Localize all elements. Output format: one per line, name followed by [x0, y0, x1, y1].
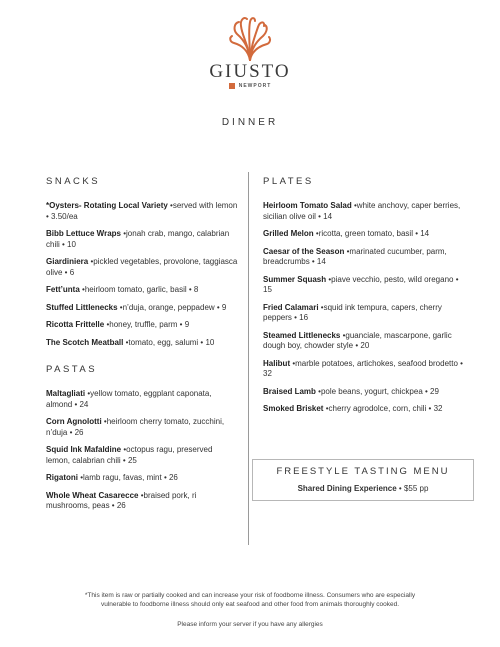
pastas-title: PASTAS — [46, 364, 98, 375]
item-name: Caesar of the Season — [263, 246, 345, 256]
brand-location-row — [0, 83, 500, 89]
item-desc: • piave vecchio, pesto, wild oregano • 15 — [263, 275, 459, 295]
menu-item — [46, 320, 238, 331]
item-desc: • marble potatoes, artichokes, seafood brodetto • 32 — [263, 359, 463, 379]
item-desc: • heirloom tomato, garlic, basil • 8 — [80, 285, 199, 294]
menu-item — [46, 473, 238, 484]
menu-item — [263, 331, 468, 352]
item-desc: • braised pork, ri mushrooms, peas • 26 — [46, 491, 196, 511]
disclaimer-line: *This item is raw or partially cooked and can increase your risk of foodborne illness. Consumers who are especially — [84, 592, 416, 599]
menu-item — [46, 417, 238, 438]
menu-item — [46, 338, 238, 349]
item-name: Corn Agnolotti — [46, 417, 102, 426]
item-desc: • n’duja, orange, peppadew • 9 — [118, 303, 227, 312]
menu-item — [263, 404, 468, 415]
menu-item — [46, 445, 238, 466]
item-desc: • pickled vegetables, provolone, taggiasca olive • 6 — [46, 257, 237, 277]
item-name: The Scotch Meatball — [46, 337, 124, 347]
left-column — [46, 176, 238, 519]
tasting-name: Shared Dining Experience — [297, 484, 397, 493]
item-name: Ricotta Frittelle — [46, 320, 105, 329]
menu-item — [263, 201, 468, 222]
item-name: Steamed Littlenecks — [263, 330, 341, 340]
column-divider — [248, 172, 249, 545]
item-name: Maltagliati — [46, 389, 86, 398]
octopus-icon — [227, 14, 273, 62]
tasting-price: $55 pp — [403, 484, 429, 493]
item-name: Fett’unta — [46, 285, 80, 294]
item-desc: • served with lemon • 3.50/ea — [46, 201, 237, 221]
item-name: *Oysters- Rotating Local Variety — [46, 201, 168, 210]
item-desc: • guanciale, mascarpone, garlic dough boy, chowder style • 20 — [263, 331, 452, 351]
tasting-separator: • — [396, 484, 404, 493]
plates-title: PLATES — [263, 176, 314, 187]
item-desc: • marinated cucumber, parm, breadcrumbs • 14 — [263, 247, 447, 267]
item-desc: • yellow tomato, eggplant caponata, almond • 24 — [46, 389, 212, 409]
item-desc: • tomato, egg, salumi • 10 — [123, 338, 214, 347]
menu-item — [263, 247, 468, 268]
tasting-offer — [253, 484, 473, 493]
menu-item — [46, 491, 238, 512]
brand-name: GIUSTO — [209, 61, 291, 82]
menu-item — [263, 359, 468, 380]
right-column — [263, 176, 468, 422]
menu-item — [263, 229, 468, 240]
menu-item — [46, 229, 238, 250]
item-desc: • lamb ragu, favas, mint • 26 — [78, 473, 178, 482]
item-name: Rigatoni — [46, 473, 78, 482]
menu-item — [46, 257, 238, 278]
item-name: Heirloom Tomato Salad — [263, 201, 352, 210]
item-desc: • jonah crab, mango, calabrian chili • 10 — [46, 229, 229, 249]
menu-title: DINNER — [221, 117, 279, 128]
menu-item — [46, 285, 238, 296]
item-desc: • pole beans, yogurt, chickpea • 29 — [316, 387, 439, 396]
logo — [0, 14, 500, 89]
item-name: Fried Calamari — [263, 302, 319, 312]
item-name: Summer Squash — [263, 274, 327, 284]
item-desc: • cherry agrodolce, corn, chili • 32 — [323, 404, 442, 413]
item-name: Squid Ink Mafaldine — [46, 445, 122, 454]
item-name: Grilled Melon — [263, 229, 314, 238]
item-desc: • heirloom cherry tomato, zucchini, n’duja • 26 — [46, 417, 224, 437]
item-desc: • ricotta, green tomato, basil • 14 — [314, 229, 429, 238]
item-name: Whole Wheat Casarecce — [46, 490, 139, 500]
brand-mark-icon — [229, 83, 235, 89]
menu-item — [263, 387, 468, 398]
allergy-note: Please inform your server if you have any allergies — [177, 621, 323, 628]
menu-item — [263, 303, 468, 324]
item-name: Halibut — [263, 358, 291, 368]
menu-item — [46, 303, 238, 314]
menu-item — [263, 275, 468, 296]
item-desc: • white anchovy, caper berries, sicilian olive oil • 14 — [263, 201, 460, 221]
tasting-title: FREESTYLE TASTING MENU — [276, 466, 450, 477]
brand-location: NEWPORT — [238, 83, 272, 89]
item-desc: • octopus ragu, preserved lemon, calabrian chili • 25 — [46, 445, 212, 465]
disclaimer-line: vulnerable to foodborne illness should only eat seafood and other food from animals thoroughly cooked. — [100, 601, 400, 608]
item-name: Braised Lamb — [263, 386, 316, 396]
menu-item — [46, 389, 238, 410]
tasting-menu-box — [252, 459, 474, 501]
item-name: Giardiniera — [46, 257, 89, 266]
item-desc: • honey, truffle, parm • 9 — [104, 320, 189, 329]
item-name: Bibb Lettuce Wraps — [46, 229, 121, 238]
raw-food-disclaimer — [50, 591, 450, 609]
menu-item — [46, 201, 238, 222]
item-desc: • squid ink tempura, capers, cherry peppers • 16 — [263, 303, 442, 323]
item-name: Stuffed Littlenecks — [46, 302, 118, 312]
item-name: Smoked Brisket — [263, 404, 324, 413]
snacks-title: SNACKS — [46, 176, 101, 187]
